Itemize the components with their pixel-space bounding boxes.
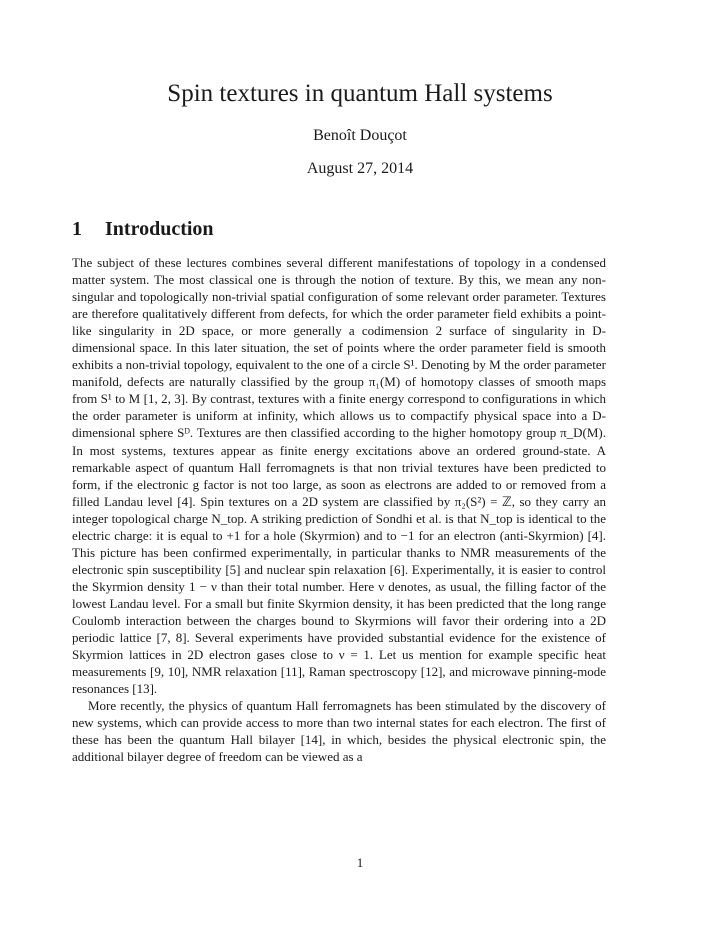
section-title: Introduction (105, 218, 214, 240)
paper-title: Spin textures in quantum Hall systems (167, 80, 553, 107)
section-number: 1 (72, 218, 82, 240)
page-number: 1 (356, 855, 364, 870)
paragraph-2: More recently, the physics of quantum Hall ferromagnets has been stimulated by the discovery of new systems, which can provide access to more than two internal states for each electron. The first of these has been the quantum Hall bilayer [14], in which, besides the physical electronic spin, the additional bilayer degree of freedom can be viewed as a (72, 698, 606, 765)
paper-author: Benoît Douçot (313, 127, 407, 144)
paragraph-1: The subject of these lectures combines several different manifestations of topology in a condensed matter system. The most classical one is through the notion of texture. By this, we mean any non-singular and topologically non-trivial spatial configuration of some relevant order parameter. Textures are therefore qualitatively different from defects, for which the order parameter field exhibits a point-like singularity in 2D space, or more generally a codimension 2 surface of singularity in D-dimensional space. In this later situation, the set of points where the order parameter field is smooth exhibits a non-trivial topology, equivalent to the one of a circle S¹. Denoting by M the order parameter manifold, defects are naturally classified by the group π₁(M) of homotopy classes of smooth maps from S¹ to M [1, 2, 3]. By contrast, textures with a finite energy correspond to configurations in which the order parameter is uniform at infinity, which allows us to compactify physical space into a D-dimensional sphere Sᴰ. Textures are then classified according to the higher homotopy group π_D(M). In most systems, textures appear as finite energy excitations above an ordered ground-state. A remarkable aspect of quantum Hall ferromagnets is that non trivial textures have been predicted to form, if the electronic g factor is not too large, as soon as electrons are added to or removed from a filled Landau level [4]. Spin textures on a 2D system are classified by π₂(S²) = ℤ, so they carry an integer topological charge N_top. A striking prediction of Sondhi et al. is that N_top is identical to the electric charge: it is equal to +1 for a hole (Skyrmion) and to −1 for an electron (anti-Skyrmion) [4]. This picture has been confirmed experimentally, in particular thanks to NMR measurements of the electronic spin susceptibility [5] and nuclear spin relaxation [6]. Experimentally, it is easier to control the Skyrmion density 1 − ν than their total number. Here ν denotes, as usual, the filling factor of the lowest Landau level. For a small but finite Skyrmion density, it has been predicted that the long range Coulomb interaction between the charges bound to Skyrmions will favor their ordering into a 2D periodic lattice [7, 8]. Several experiments have provided substantial evidence for the existence of Skyrmion lattices in 2D electron gases close to ν = 1. Let us mention for example specific heat measurements [9, 10], NMR relaxation [11], Raman spectroscopy [12], and microwave pinning-mode resonances [13]. (72, 255, 606, 697)
paper-date: August 27, 2014 (306, 160, 414, 177)
section-heading (72, 218, 214, 241)
body-text (72, 254, 606, 765)
